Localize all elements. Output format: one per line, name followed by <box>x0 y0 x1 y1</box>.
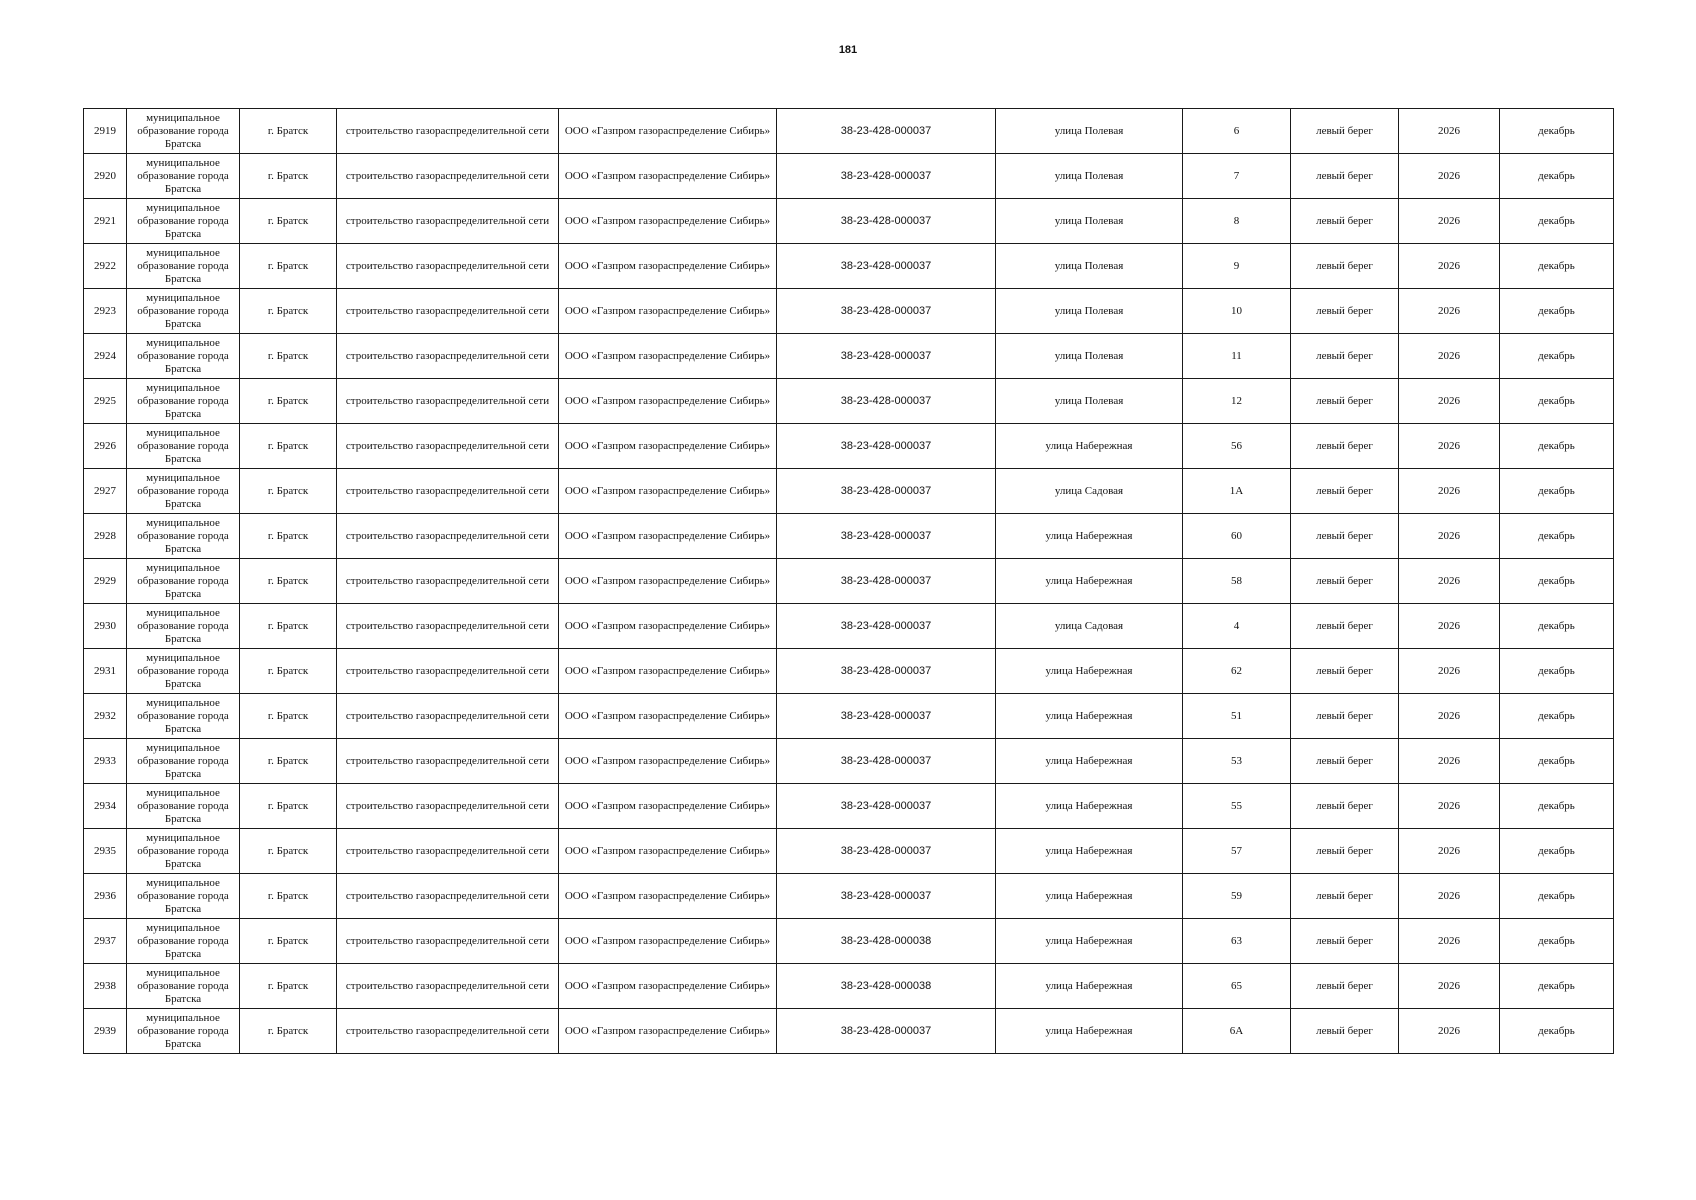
row-number-cell: 2929 <box>84 559 127 604</box>
street-cell: улица Набережная <box>996 1009 1183 1054</box>
table-row <box>84 874 1614 919</box>
river-bank-cell: левый берег <box>1291 1009 1399 1054</box>
month-cell: декабрь <box>1500 334 1614 379</box>
organization-cell: ООО «Газпром газораспределение Сибирь» <box>559 964 777 1009</box>
object-code-cell: 38-23-428-000037 <box>777 829 996 874</box>
street-cell: улица Набережная <box>996 964 1183 1009</box>
river-bank-cell: левый берег <box>1291 379 1399 424</box>
table-row <box>84 109 1614 154</box>
table-row <box>84 514 1614 559</box>
house-number-cell: 55 <box>1183 784 1291 829</box>
month-cell: декабрь <box>1500 874 1614 919</box>
table-row <box>84 154 1614 199</box>
municipality-cell: муниципальное образование города Братска <box>127 649 240 694</box>
row-number-cell: 2935 <box>84 829 127 874</box>
street-cell: улица Набережная <box>996 784 1183 829</box>
river-bank-cell: левый берег <box>1291 739 1399 784</box>
year-cell: 2026 <box>1399 1009 1500 1054</box>
work-type-cell: строительство газораспределительной сети <box>337 199 559 244</box>
year-cell: 2026 <box>1399 289 1500 334</box>
house-number-cell: 4 <box>1183 604 1291 649</box>
house-number-cell: 62 <box>1183 649 1291 694</box>
street-cell: улица Садовая <box>996 469 1183 514</box>
municipality-cell: муниципальное образование города Братска <box>127 379 240 424</box>
year-cell: 2026 <box>1399 964 1500 1009</box>
object-code-cell: 38-23-428-000037 <box>777 649 996 694</box>
river-bank-cell: левый берег <box>1291 469 1399 514</box>
month-cell: декабрь <box>1500 964 1614 1009</box>
municipality-cell: муниципальное образование города Братска <box>127 334 240 379</box>
organization-cell: ООО «Газпром газораспределение Сибирь» <box>559 109 777 154</box>
table-row <box>84 199 1614 244</box>
organization-cell: ООО «Газпром газораспределение Сибирь» <box>559 649 777 694</box>
river-bank-cell: левый берег <box>1291 874 1399 919</box>
row-number-cell: 2930 <box>84 604 127 649</box>
city-cell: г. Братск <box>240 874 337 919</box>
object-code-cell: 38-23-428-000037 <box>777 514 996 559</box>
house-number-cell: 12 <box>1183 379 1291 424</box>
year-cell: 2026 <box>1399 379 1500 424</box>
city-cell: г. Братск <box>240 919 337 964</box>
month-cell: декабрь <box>1500 559 1614 604</box>
street-cell: улица Полевая <box>996 289 1183 334</box>
city-cell: г. Братск <box>240 514 337 559</box>
table-row <box>84 1009 1614 1054</box>
row-number-cell: 2938 <box>84 964 127 1009</box>
year-cell: 2026 <box>1399 334 1500 379</box>
city-cell: г. Братск <box>240 784 337 829</box>
river-bank-cell: левый берег <box>1291 694 1399 739</box>
river-bank-cell: левый берег <box>1291 199 1399 244</box>
month-cell: декабрь <box>1500 784 1614 829</box>
month-cell: декабрь <box>1500 604 1614 649</box>
river-bank-cell: левый берег <box>1291 919 1399 964</box>
street-cell: улица Набережная <box>996 514 1183 559</box>
table-row <box>84 604 1614 649</box>
municipality-cell: муниципальное образование города Братска <box>127 424 240 469</box>
table-row <box>84 784 1614 829</box>
work-type-cell: строительство газораспределительной сети <box>337 694 559 739</box>
month-cell: декабрь <box>1500 379 1614 424</box>
organization-cell: ООО «Газпром газораспределение Сибирь» <box>559 694 777 739</box>
month-cell: декабрь <box>1500 694 1614 739</box>
river-bank-cell: левый берег <box>1291 559 1399 604</box>
row-number-cell: 2922 <box>84 244 127 289</box>
organization-cell: ООО «Газпром газораспределение Сибирь» <box>559 154 777 199</box>
year-cell: 2026 <box>1399 559 1500 604</box>
year-cell: 2026 <box>1399 514 1500 559</box>
city-cell: г. Братск <box>240 379 337 424</box>
city-cell: г. Братск <box>240 829 337 874</box>
street-cell: улица Набережная <box>996 739 1183 784</box>
month-cell: декабрь <box>1500 919 1614 964</box>
row-number-cell: 2937 <box>84 919 127 964</box>
municipality-cell: муниципальное образование города Братска <box>127 109 240 154</box>
table-row <box>84 334 1614 379</box>
month-cell: декабрь <box>1500 829 1614 874</box>
table-body <box>84 109 1614 1054</box>
organization-cell: ООО «Газпром газораспределение Сибирь» <box>559 469 777 514</box>
organization-cell: ООО «Газпром газораспределение Сибирь» <box>559 289 777 334</box>
row-number-cell: 2920 <box>84 154 127 199</box>
year-cell: 2026 <box>1399 919 1500 964</box>
object-code-cell: 38-23-428-000037 <box>777 559 996 604</box>
city-cell: г. Братск <box>240 289 337 334</box>
city-cell: г. Братск <box>240 334 337 379</box>
river-bank-cell: левый берег <box>1291 649 1399 694</box>
city-cell: г. Братск <box>240 199 337 244</box>
object-code-cell: 38-23-428-000037 <box>777 1009 996 1054</box>
object-code-cell: 38-23-428-000037 <box>777 604 996 649</box>
table-row <box>84 244 1614 289</box>
work-type-cell: строительство газораспределительной сети <box>337 604 559 649</box>
city-cell: г. Братск <box>240 154 337 199</box>
table-row <box>84 379 1614 424</box>
municipality-cell: муниципальное образование города Братска <box>127 964 240 1009</box>
street-cell: улица Полевая <box>996 154 1183 199</box>
river-bank-cell: левый берег <box>1291 154 1399 199</box>
work-type-cell: строительство газораспределительной сети <box>337 334 559 379</box>
year-cell: 2026 <box>1399 739 1500 784</box>
street-cell: улица Набережная <box>996 919 1183 964</box>
municipality-cell: муниципальное образование города Братска <box>127 559 240 604</box>
month-cell: декабрь <box>1500 739 1614 784</box>
municipality-cell: муниципальное образование города Братска <box>127 919 240 964</box>
city-cell: г. Братск <box>240 469 337 514</box>
row-number-cell: 2926 <box>84 424 127 469</box>
object-code-cell: 38-23-428-000037 <box>777 694 996 739</box>
row-number-cell: 2921 <box>84 199 127 244</box>
work-type-cell: строительство газораспределительной сети <box>337 739 559 784</box>
work-type-cell: строительство газораспределительной сети <box>337 289 559 334</box>
organization-cell: ООО «Газпром газораспределение Сибирь» <box>559 244 777 289</box>
month-cell: декабрь <box>1500 154 1614 199</box>
street-cell: улица Полевая <box>996 109 1183 154</box>
city-cell: г. Братск <box>240 109 337 154</box>
table-row <box>84 289 1614 334</box>
month-cell: декабрь <box>1500 289 1614 334</box>
house-number-cell: 9 <box>1183 244 1291 289</box>
object-code-cell: 38-23-428-000037 <box>777 424 996 469</box>
street-cell: улица Набережная <box>996 829 1183 874</box>
house-number-cell: 58 <box>1183 559 1291 604</box>
month-cell: декабрь <box>1500 1009 1614 1054</box>
year-cell: 2026 <box>1399 694 1500 739</box>
organization-cell: ООО «Газпром газораспределение Сибирь» <box>559 874 777 919</box>
table-row <box>84 739 1614 784</box>
work-type-cell: строительство газораспределительной сети <box>337 964 559 1009</box>
work-type-cell: строительство газораспределительной сети <box>337 469 559 514</box>
table-row <box>84 649 1614 694</box>
municipality-cell: муниципальное образование города Братска <box>127 514 240 559</box>
municipality-cell: муниципальное образование города Братска <box>127 874 240 919</box>
row-number-cell: 2924 <box>84 334 127 379</box>
month-cell: декабрь <box>1500 514 1614 559</box>
municipality-cell: муниципальное образование города Братска <box>127 604 240 649</box>
row-number-cell: 2919 <box>84 109 127 154</box>
gas-network-table <box>83 108 1614 1054</box>
row-number-cell: 2939 <box>84 1009 127 1054</box>
city-cell: г. Братск <box>240 964 337 1009</box>
year-cell: 2026 <box>1399 424 1500 469</box>
street-cell: улица Набережная <box>996 874 1183 919</box>
river-bank-cell: левый берег <box>1291 514 1399 559</box>
municipality-cell: муниципальное образование города Братска <box>127 154 240 199</box>
organization-cell: ООО «Газпром газораспределение Сибирь» <box>559 334 777 379</box>
organization-cell: ООО «Газпром газораспределение Сибирь» <box>559 1009 777 1054</box>
year-cell: 2026 <box>1399 874 1500 919</box>
row-number-cell: 2933 <box>84 739 127 784</box>
house-number-cell: 6А <box>1183 1009 1291 1054</box>
work-type-cell: строительство газораспределительной сети <box>337 154 559 199</box>
work-type-cell: строительство газораспределительной сети <box>337 244 559 289</box>
work-type-cell: строительство газораспределительной сети <box>337 424 559 469</box>
street-cell: улица Полевая <box>996 379 1183 424</box>
object-code-cell: 38-23-428-000037 <box>777 199 996 244</box>
table-row <box>84 469 1614 514</box>
table-row <box>84 829 1614 874</box>
house-number-cell: 1А <box>1183 469 1291 514</box>
organization-cell: ООО «Газпром газораспределение Сибирь» <box>559 784 777 829</box>
organization-cell: ООО «Газпром газораспределение Сибирь» <box>559 829 777 874</box>
organization-cell: ООО «Газпром газораспределение Сибирь» <box>559 559 777 604</box>
city-cell: г. Братск <box>240 1009 337 1054</box>
row-number-cell: 2925 <box>84 379 127 424</box>
house-number-cell: 10 <box>1183 289 1291 334</box>
table-row <box>84 559 1614 604</box>
table-row <box>84 964 1614 1009</box>
organization-cell: ООО «Газпром газораспределение Сибирь» <box>559 919 777 964</box>
municipality-cell: муниципальное образование города Братска <box>127 289 240 334</box>
work-type-cell: строительство газораспределительной сети <box>337 559 559 604</box>
municipality-cell: муниципальное образование города Братска <box>127 829 240 874</box>
object-code-cell: 38-23-428-000037 <box>777 154 996 199</box>
municipality-cell: муниципальное образование города Братска <box>127 739 240 784</box>
work-type-cell: строительство газораспределительной сети <box>337 514 559 559</box>
organization-cell: ООО «Газпром газораспределение Сибирь» <box>559 514 777 559</box>
row-number-cell: 2934 <box>84 784 127 829</box>
object-code-cell: 38-23-428-000038 <box>777 919 996 964</box>
year-cell: 2026 <box>1399 649 1500 694</box>
row-number-cell: 2931 <box>84 649 127 694</box>
river-bank-cell: левый берег <box>1291 964 1399 1009</box>
year-cell: 2026 <box>1399 469 1500 514</box>
river-bank-cell: левый берег <box>1291 334 1399 379</box>
object-code-cell: 38-23-428-000037 <box>777 379 996 424</box>
work-type-cell: строительство газораспределительной сети <box>337 784 559 829</box>
row-number-cell: 2928 <box>84 514 127 559</box>
object-code-cell: 38-23-428-000037 <box>777 739 996 784</box>
work-type-cell: строительство газораспределительной сети <box>337 829 559 874</box>
house-number-cell: 59 <box>1183 874 1291 919</box>
street-cell: улица Полевая <box>996 334 1183 379</box>
work-type-cell: строительство газораспределительной сети <box>337 109 559 154</box>
month-cell: декабрь <box>1500 424 1614 469</box>
house-number-cell: 65 <box>1183 964 1291 1009</box>
object-code-cell: 38-23-428-000038 <box>777 964 996 1009</box>
house-number-cell: 57 <box>1183 829 1291 874</box>
object-code-cell: 38-23-428-000037 <box>777 334 996 379</box>
house-number-cell: 7 <box>1183 154 1291 199</box>
house-number-cell: 53 <box>1183 739 1291 784</box>
object-code-cell: 38-23-428-000037 <box>777 109 996 154</box>
municipality-cell: муниципальное образование города Братска <box>127 469 240 514</box>
month-cell: декабрь <box>1500 469 1614 514</box>
organization-cell: ООО «Газпром газораспределение Сибирь» <box>559 739 777 784</box>
object-code-cell: 38-23-428-000037 <box>777 244 996 289</box>
house-number-cell: 60 <box>1183 514 1291 559</box>
page-number: 181 <box>838 44 858 56</box>
table-row <box>84 919 1614 964</box>
city-cell: г. Братск <box>240 694 337 739</box>
street-cell: улица Садовая <box>996 604 1183 649</box>
street-cell: улица Набережная <box>996 424 1183 469</box>
river-bank-cell: левый берег <box>1291 109 1399 154</box>
table-row <box>84 424 1614 469</box>
object-code-cell: 38-23-428-000037 <box>777 784 996 829</box>
river-bank-cell: левый берег <box>1291 784 1399 829</box>
object-code-cell: 38-23-428-000037 <box>777 874 996 919</box>
row-number-cell: 2932 <box>84 694 127 739</box>
house-number-cell: 6 <box>1183 109 1291 154</box>
work-type-cell: строительство газораспределительной сети <box>337 379 559 424</box>
year-cell: 2026 <box>1399 784 1500 829</box>
river-bank-cell: левый берег <box>1291 604 1399 649</box>
row-number-cell: 2923 <box>84 289 127 334</box>
municipality-cell: муниципальное образование города Братска <box>127 784 240 829</box>
house-number-cell: 63 <box>1183 919 1291 964</box>
year-cell: 2026 <box>1399 604 1500 649</box>
city-cell: г. Братск <box>240 649 337 694</box>
year-cell: 2026 <box>1399 829 1500 874</box>
month-cell: декабрь <box>1500 649 1614 694</box>
work-type-cell: строительство газораспределительной сети <box>337 874 559 919</box>
city-cell: г. Братск <box>240 604 337 649</box>
work-type-cell: строительство газораспределительной сети <box>337 649 559 694</box>
street-cell: улица Полевая <box>996 244 1183 289</box>
year-cell: 2026 <box>1399 154 1500 199</box>
river-bank-cell: левый берег <box>1291 424 1399 469</box>
house-number-cell: 51 <box>1183 694 1291 739</box>
organization-cell: ООО «Газпром газораспределение Сибирь» <box>559 379 777 424</box>
table-row <box>84 694 1614 739</box>
municipality-cell: муниципальное образование города Братска <box>127 199 240 244</box>
river-bank-cell: левый берег <box>1291 244 1399 289</box>
row-number-cell: 2936 <box>84 874 127 919</box>
object-code-cell: 38-23-428-000037 <box>777 289 996 334</box>
row-number-cell: 2927 <box>84 469 127 514</box>
work-type-cell: строительство газораспределительной сети <box>337 919 559 964</box>
city-cell: г. Братск <box>240 244 337 289</box>
organization-cell: ООО «Газпром газораспределение Сибирь» <box>559 199 777 244</box>
organization-cell: ООО «Газпром газораспределение Сибирь» <box>559 424 777 469</box>
house-number-cell: 11 <box>1183 334 1291 379</box>
street-cell: улица Набережная <box>996 694 1183 739</box>
work-type-cell: строительство газораспределительной сети <box>337 1009 559 1054</box>
month-cell: декабрь <box>1500 244 1614 289</box>
year-cell: 2026 <box>1399 199 1500 244</box>
year-cell: 2026 <box>1399 109 1500 154</box>
city-cell: г. Братск <box>240 739 337 784</box>
street-cell: улица Набережная <box>996 649 1183 694</box>
river-bank-cell: левый берег <box>1291 289 1399 334</box>
house-number-cell: 8 <box>1183 199 1291 244</box>
river-bank-cell: левый берег <box>1291 829 1399 874</box>
city-cell: г. Братск <box>240 424 337 469</box>
municipality-cell: муниципальное образование города Братска <box>127 694 240 739</box>
month-cell: декабрь <box>1500 199 1614 244</box>
year-cell: 2026 <box>1399 244 1500 289</box>
street-cell: улица Набережная <box>996 559 1183 604</box>
city-cell: г. Братск <box>240 559 337 604</box>
street-cell: улица Полевая <box>996 199 1183 244</box>
object-code-cell: 38-23-428-000037 <box>777 469 996 514</box>
house-number-cell: 56 <box>1183 424 1291 469</box>
municipality-cell: муниципальное образование города Братска <box>127 1009 240 1054</box>
organization-cell: ООО «Газпром газораспределение Сибирь» <box>559 604 777 649</box>
month-cell: декабрь <box>1500 109 1614 154</box>
municipality-cell: муниципальное образование города Братска <box>127 244 240 289</box>
